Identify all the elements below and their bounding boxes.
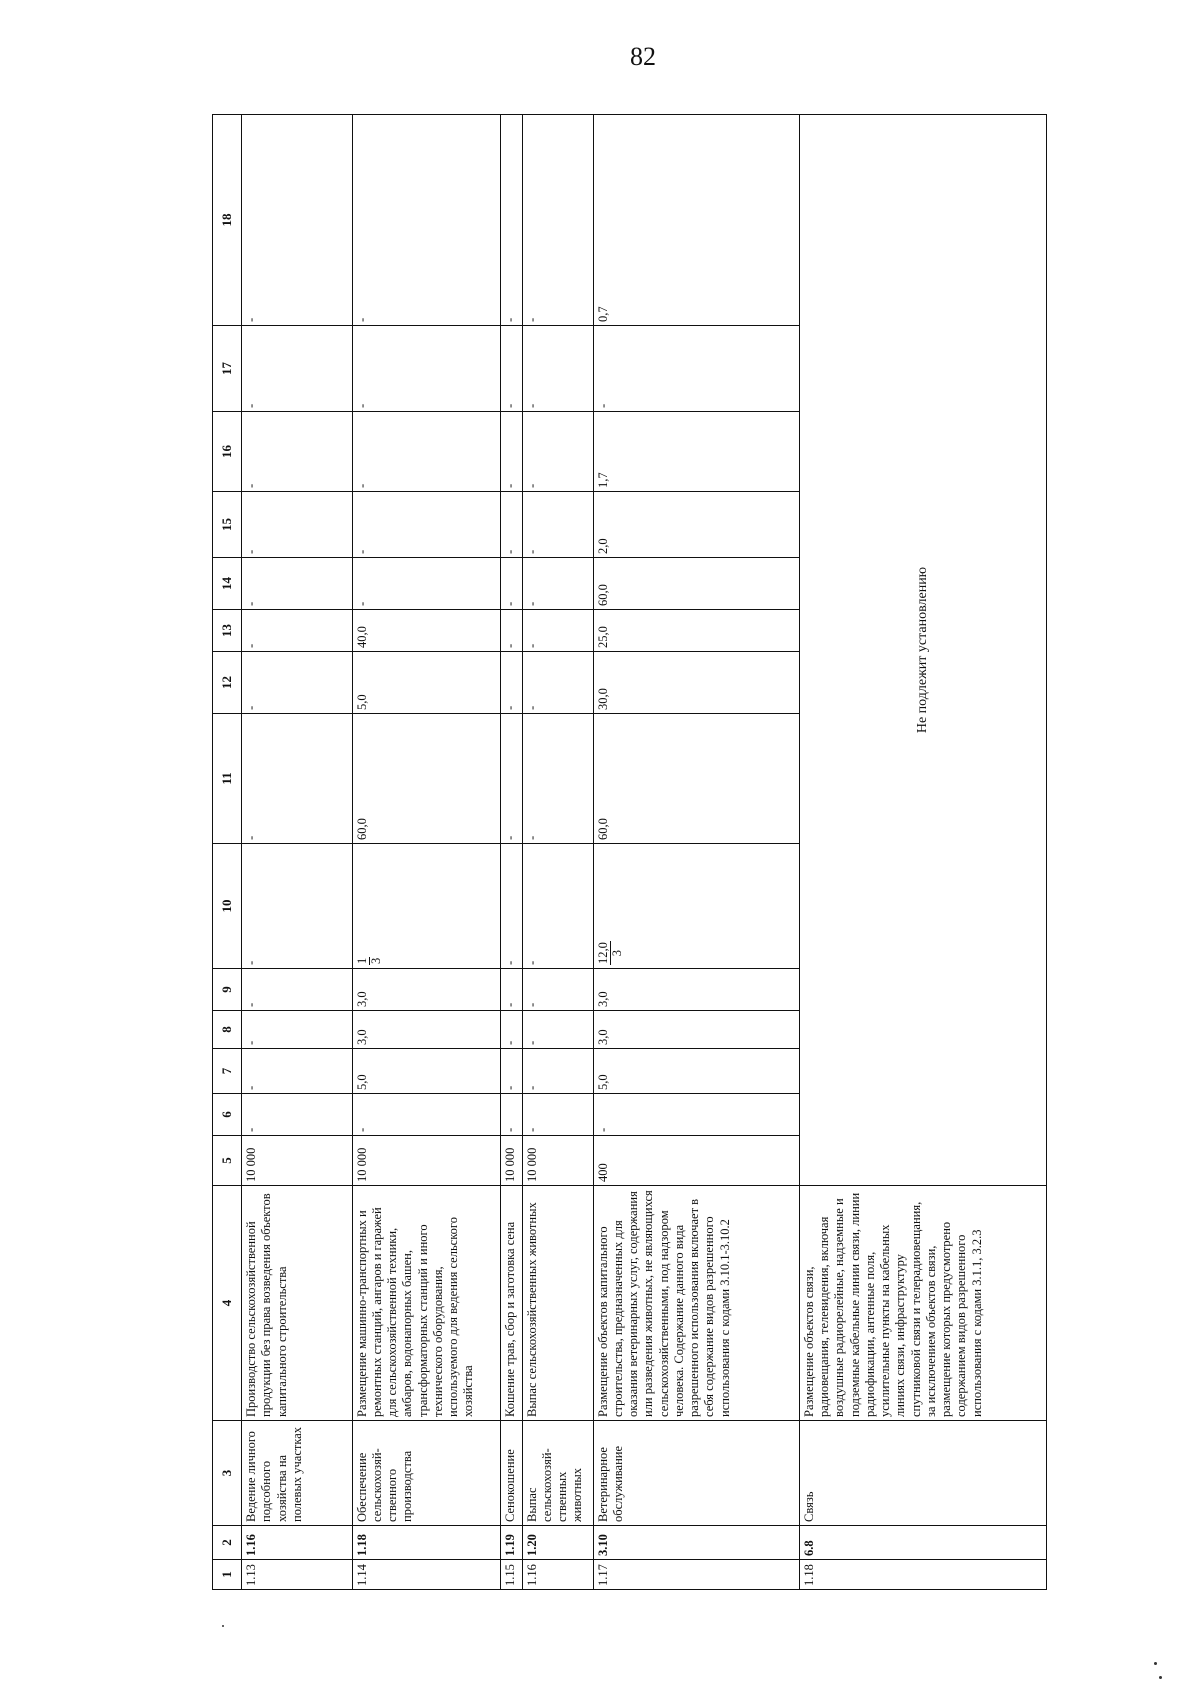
use-description: Размещение машинно-транспортных и ремонтных станций, ангаров и гаражей для сельскохозяйственной техники, амбаров, водонапорных башен, трансформаторных станций и иного технического оборудования, используемого для ведения сельского хозяйства <box>352 1186 500 1421</box>
fraction-value: 12,0 3 <box>595 942 625 964</box>
table-cell: - <box>242 326 353 412</box>
header-cell: 5 <box>213 1136 242 1186</box>
table-cell: 10 000 <box>522 1136 593 1186</box>
use-code: 3.10 <box>593 1526 799 1560</box>
header-cell: 15 <box>213 492 242 558</box>
table-cell: 2,0 <box>593 492 799 558</box>
table-cell: - <box>352 558 500 610</box>
use-code: 1.16 <box>242 1526 353 1560</box>
table-cell: 5,0 <box>593 1049 799 1094</box>
table-cell: 0,7 <box>593 115 799 326</box>
table-cell: - <box>242 844 353 969</box>
table-cell: - <box>522 412 593 492</box>
header-cell: 17 <box>213 326 242 412</box>
table-cell: - <box>500 492 522 558</box>
table-cell: - <box>242 492 353 558</box>
table-cell: - <box>352 326 500 412</box>
use-code: 1.19 <box>500 1526 522 1560</box>
header-cell: 1 <box>213 1560 242 1590</box>
regulations-table <box>212 114 1047 1590</box>
table-cell: 10 000 <box>500 1136 522 1186</box>
table-cell: - <box>500 115 522 326</box>
header-cell: 14 <box>213 558 242 610</box>
table-cell: - <box>242 610 353 652</box>
table-cell: - <box>500 1049 522 1094</box>
table-row <box>799 115 1046 1590</box>
table-cell: - <box>522 326 593 412</box>
table-cell: - <box>242 714 353 844</box>
table-cell: - <box>352 412 500 492</box>
table-cell: - <box>352 1094 500 1136</box>
use-type: Ведение личного подсобного хозяйства на полевых участках <box>242 1421 353 1526</box>
table-cell: 25,0 <box>593 610 799 652</box>
table-row <box>593 115 799 1590</box>
table-cell: 10 000 <box>242 1136 353 1186</box>
use-description: Кошение трав, сбор и заготовка сена <box>500 1186 522 1421</box>
table-row <box>500 115 522 1590</box>
header-cell: 8 <box>213 1011 242 1049</box>
table-cell: - <box>522 492 593 558</box>
use-description: Размещение объектов связи, радиовещания, телевидения, включая воздушные радиорелейные, надземные и подземные кабельные линии связи, линии радиофикации, антенные поля, усилительные пункты на кабельных линиях связи, инфраструктуру спутниковой связи и телерадиовещания, за исключением объектов связи, размещение которых предусмотрено содержанием видов разрешенного использования с кодами 3.1.1, 3.2.3 <box>799 1186 1046 1421</box>
not-applicable-note: Не подлежит установлению <box>799 115 1046 1186</box>
table-cell: - <box>522 1049 593 1094</box>
header-cell: 11 <box>213 714 242 844</box>
table-cell: - <box>522 558 593 610</box>
table-cell: - <box>593 1094 799 1136</box>
header-cell: 3 <box>213 1421 242 1526</box>
table-cell: - <box>522 1011 593 1049</box>
use-type: Ветеринарное обслуживание <box>593 1421 799 1526</box>
scan-speck <box>1159 1676 1162 1679</box>
table-cell: - <box>500 326 522 412</box>
use-type: Связь <box>799 1421 1046 1526</box>
header-cell: 12 <box>213 652 242 714</box>
header-cell: 16 <box>213 412 242 492</box>
use-code: 1.20 <box>522 1526 593 1560</box>
row-number: 1.16 <box>522 1560 593 1590</box>
table-cell: - <box>242 115 353 326</box>
fraction-value: 1 3 <box>354 957 384 964</box>
table-cell: - <box>242 969 353 1011</box>
table-cell: - <box>352 492 500 558</box>
header-cell: 10 <box>213 844 242 969</box>
row-number: 1.13 <box>242 1560 353 1590</box>
use-code: 6.8 <box>799 1526 1046 1560</box>
table-cell: - <box>500 1011 522 1049</box>
table-cell: 5,0 <box>352 1049 500 1094</box>
header-cell: 2 <box>213 1526 242 1560</box>
page-number: 82 <box>630 42 656 71</box>
table-cell: - <box>500 714 522 844</box>
use-description: Размещение объектов капитального строительства, предназначенных для оказания ветеринарных услуг, содержания или разведения животных, не являющихся сельскохозяйственными, под надзором человека. Содержание данного вида разрешенного использования включает в себя содержание видов разрешенного использования с кодами 3.10.1-3.10.2 <box>593 1186 799 1421</box>
header-cell: 18 <box>213 115 242 326</box>
table-row <box>352 115 500 1590</box>
table-cell: - <box>522 115 593 326</box>
header-row <box>213 115 242 1590</box>
table-cell: - <box>500 652 522 714</box>
table-cell: - <box>593 326 799 412</box>
table-cell: 5,0 <box>352 652 500 714</box>
header-cell: 4 <box>213 1186 242 1421</box>
header-cell: 6 <box>213 1094 242 1136</box>
table-row <box>522 115 593 1590</box>
table-cell: 60,0 <box>593 714 799 844</box>
header-cell: 13 <box>213 610 242 652</box>
table-cell: - <box>522 969 593 1011</box>
table-cell: - <box>522 844 593 969</box>
table-cell: - <box>242 1094 353 1136</box>
row-number: 1.17 <box>593 1560 799 1590</box>
use-description: Выпас сельскохозяйственных животных <box>522 1186 593 1421</box>
scan-speck <box>1154 1662 1157 1665</box>
table-cell: - <box>242 1011 353 1049</box>
row-number: 1.14 <box>352 1560 500 1590</box>
table-cell: 1,7 <box>593 412 799 492</box>
table-cell: - <box>500 610 522 652</box>
use-description: Производство сельскохозяйственной продукции без права возведения объектов капитального строительства <box>242 1186 353 1421</box>
table-cell: - <box>500 412 522 492</box>
table-cell: 10 000 <box>352 1136 500 1186</box>
table-cell: - <box>522 1094 593 1136</box>
table-cell: - <box>242 558 353 610</box>
table-container <box>212 115 1047 1590</box>
table-cell: - <box>500 558 522 610</box>
table-cell: 40,0 <box>352 610 500 652</box>
table-cell: 400 <box>593 1136 799 1186</box>
table-cell: - <box>242 1049 353 1094</box>
table-cell: - <box>522 610 593 652</box>
table-cell: 3,0 <box>352 1011 500 1049</box>
use-type: Выпас сельскохозяй-ственных животных <box>522 1421 593 1526</box>
table-cell: 3,0 <box>352 969 500 1011</box>
header-cell: 9 <box>213 969 242 1011</box>
row-number: 1.18 <box>799 1560 1046 1590</box>
row-number: 1.15 <box>500 1560 522 1590</box>
use-code: 1.18 <box>352 1526 500 1560</box>
table-cell: - <box>352 115 500 326</box>
table-cell: - <box>500 1094 522 1136</box>
table-cell: - <box>242 412 353 492</box>
table-cell: - <box>242 652 353 714</box>
table-cell <box>593 844 799 969</box>
scan-speck <box>222 1625 224 1627</box>
table-cell <box>352 844 500 969</box>
table-cell: 3,0 <box>593 969 799 1011</box>
table-cell: - <box>522 714 593 844</box>
use-type: Обеспечение сельскохозяй-ственного производства <box>352 1421 500 1526</box>
table-cell: 3,0 <box>593 1011 799 1049</box>
table-cell: 30,0 <box>593 652 799 714</box>
header-cell: 7 <box>213 1049 242 1094</box>
use-type: Сенокошение <box>500 1421 522 1526</box>
table-cell: - <box>500 844 522 969</box>
table-cell: 60,0 <box>352 714 500 844</box>
table-row <box>242 115 353 1590</box>
table-cell: 60,0 <box>593 558 799 610</box>
table-cell: - <box>500 969 522 1011</box>
table-cell: - <box>522 652 593 714</box>
